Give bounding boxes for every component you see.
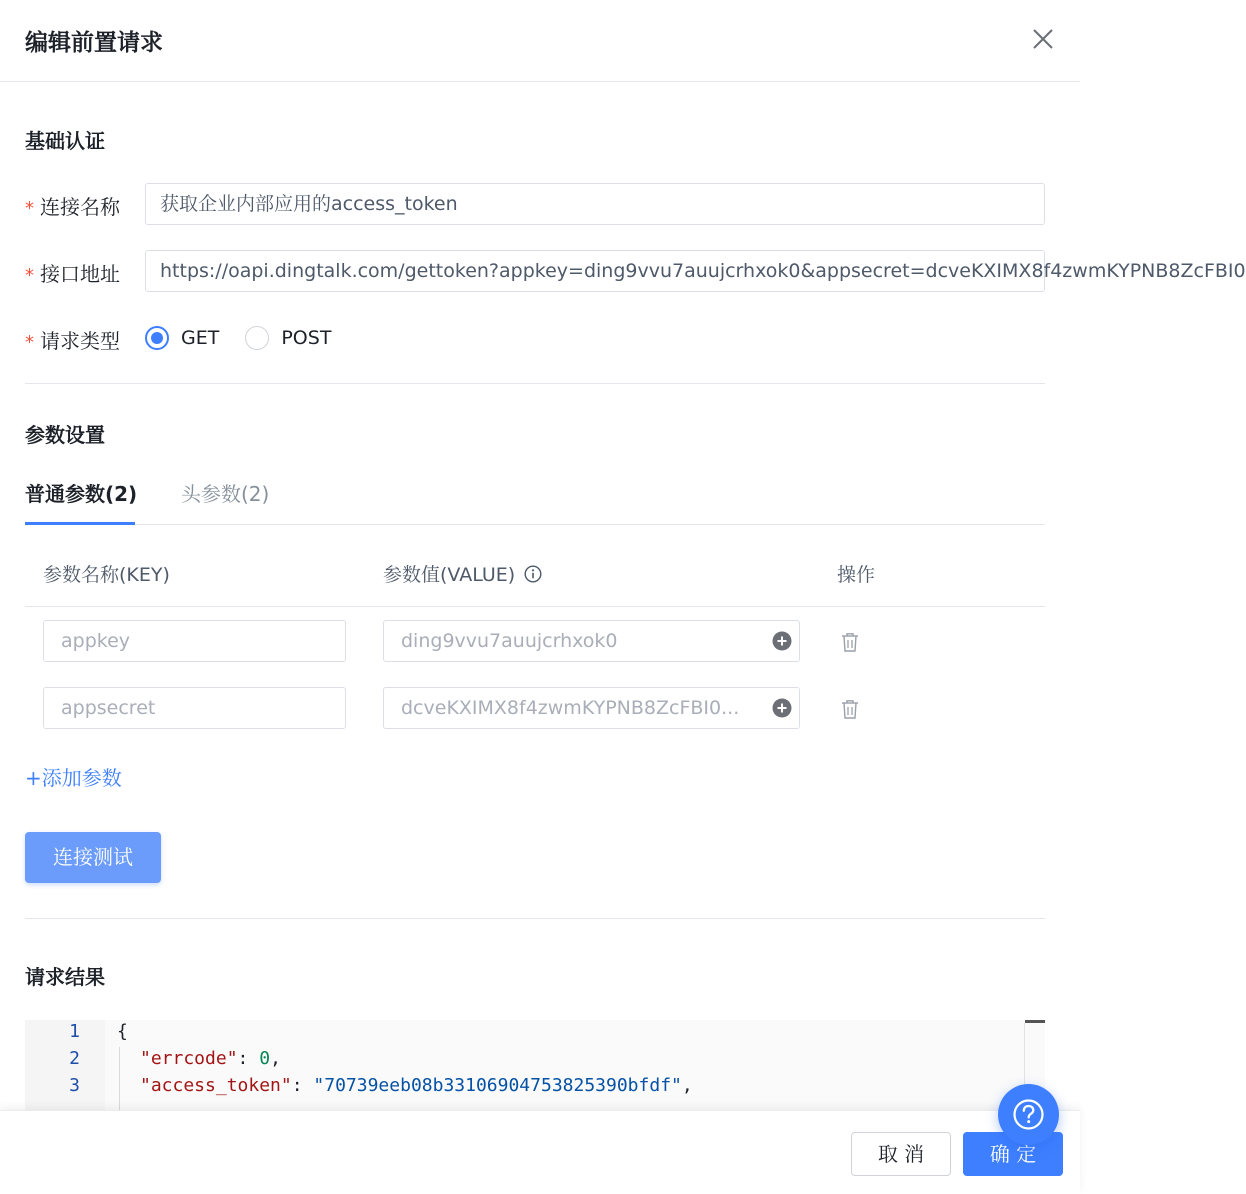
param-value-input[interactable]: dcveKXIMX8f4zwmKYPNB8ZcFBI0... [383, 687, 800, 729]
required-mark: * [25, 332, 34, 353]
dialog-header [0, 0, 1080, 82]
column-value: 参数值(VALUE) [383, 560, 542, 587]
plus-circle-icon[interactable] [772, 631, 792, 651]
confirm-button[interactable]: 确 定 [963, 1132, 1063, 1176]
radio-get[interactable]: GET [145, 326, 219, 350]
trash-icon[interactable] [841, 632, 859, 652]
api-url-label: * 接口地址 [25, 262, 120, 286]
tab-active-indicator [25, 522, 135, 525]
param-key-input[interactable]: appkey [43, 620, 346, 662]
radio-unchecked-icon [245, 326, 269, 350]
tab-normal-params[interactable]: 普通参数(2) [25, 482, 138, 506]
connection-name-label: * 连接名称 [25, 195, 120, 219]
trash-icon[interactable] [841, 699, 859, 719]
add-param-link[interactable]: +添加参数 [25, 766, 122, 790]
api-url-input[interactable]: https://oapi.dingtalk.com/gettoken?appkey=ding9vvu7auujcrhxok0&appsecret=dcveKXIMX8f4zwmKYPNB8ZcFBI0 [145, 250, 1045, 292]
result-code-editor[interactable]: 1 { 2 "errcode": 0, 3 "access_token": "70739eeb08b33106904753825390bfdf", [25, 1020, 1045, 1110]
column-action: 操作 [837, 564, 876, 586]
param-tabs [25, 470, 1045, 525]
basic-auth-title: 基础认证 [25, 129, 105, 153]
plus-circle-icon[interactable] [772, 698, 792, 718]
column-key: 参数名称(KEY) [43, 564, 170, 586]
indent-guide [119, 1047, 120, 1110]
connection-test-button[interactable]: 连接测试 [25, 832, 161, 883]
divider [25, 383, 1045, 384]
connection-name-input[interactable]: 获取企业内部应用的access_token [145, 183, 1045, 225]
required-mark: * [25, 265, 34, 286]
tab-header-params[interactable]: 头参数(2) [181, 482, 270, 506]
request-result-title: 请求结果 [25, 965, 105, 989]
scrollbar-thumb[interactable] [1025, 1020, 1045, 1023]
cancel-button[interactable]: 取 消 [851, 1132, 951, 1176]
radio-post[interactable]: POST [245, 326, 331, 350]
dialog-title: 编辑前置请求 [25, 30, 163, 56]
close-icon[interactable] [1030, 26, 1056, 52]
param-key-input[interactable]: appsecret [43, 687, 346, 729]
help-icon [1012, 1098, 1045, 1131]
divider [25, 918, 1045, 919]
request-method-radio-group [145, 323, 357, 353]
param-settings-title: 参数设置 [25, 423, 105, 447]
request-method-label: * 请求类型 [25, 329, 120, 353]
required-mark: * [25, 198, 34, 219]
radio-checked-icon [145, 326, 169, 350]
param-value-input[interactable]: ding9vvu7auujcrhxok0 [383, 620, 800, 662]
param-table-header [25, 540, 1045, 607]
dialog-footer [0, 1110, 1080, 1194]
info-icon[interactable] [524, 565, 542, 583]
help-button[interactable] [998, 1084, 1059, 1145]
